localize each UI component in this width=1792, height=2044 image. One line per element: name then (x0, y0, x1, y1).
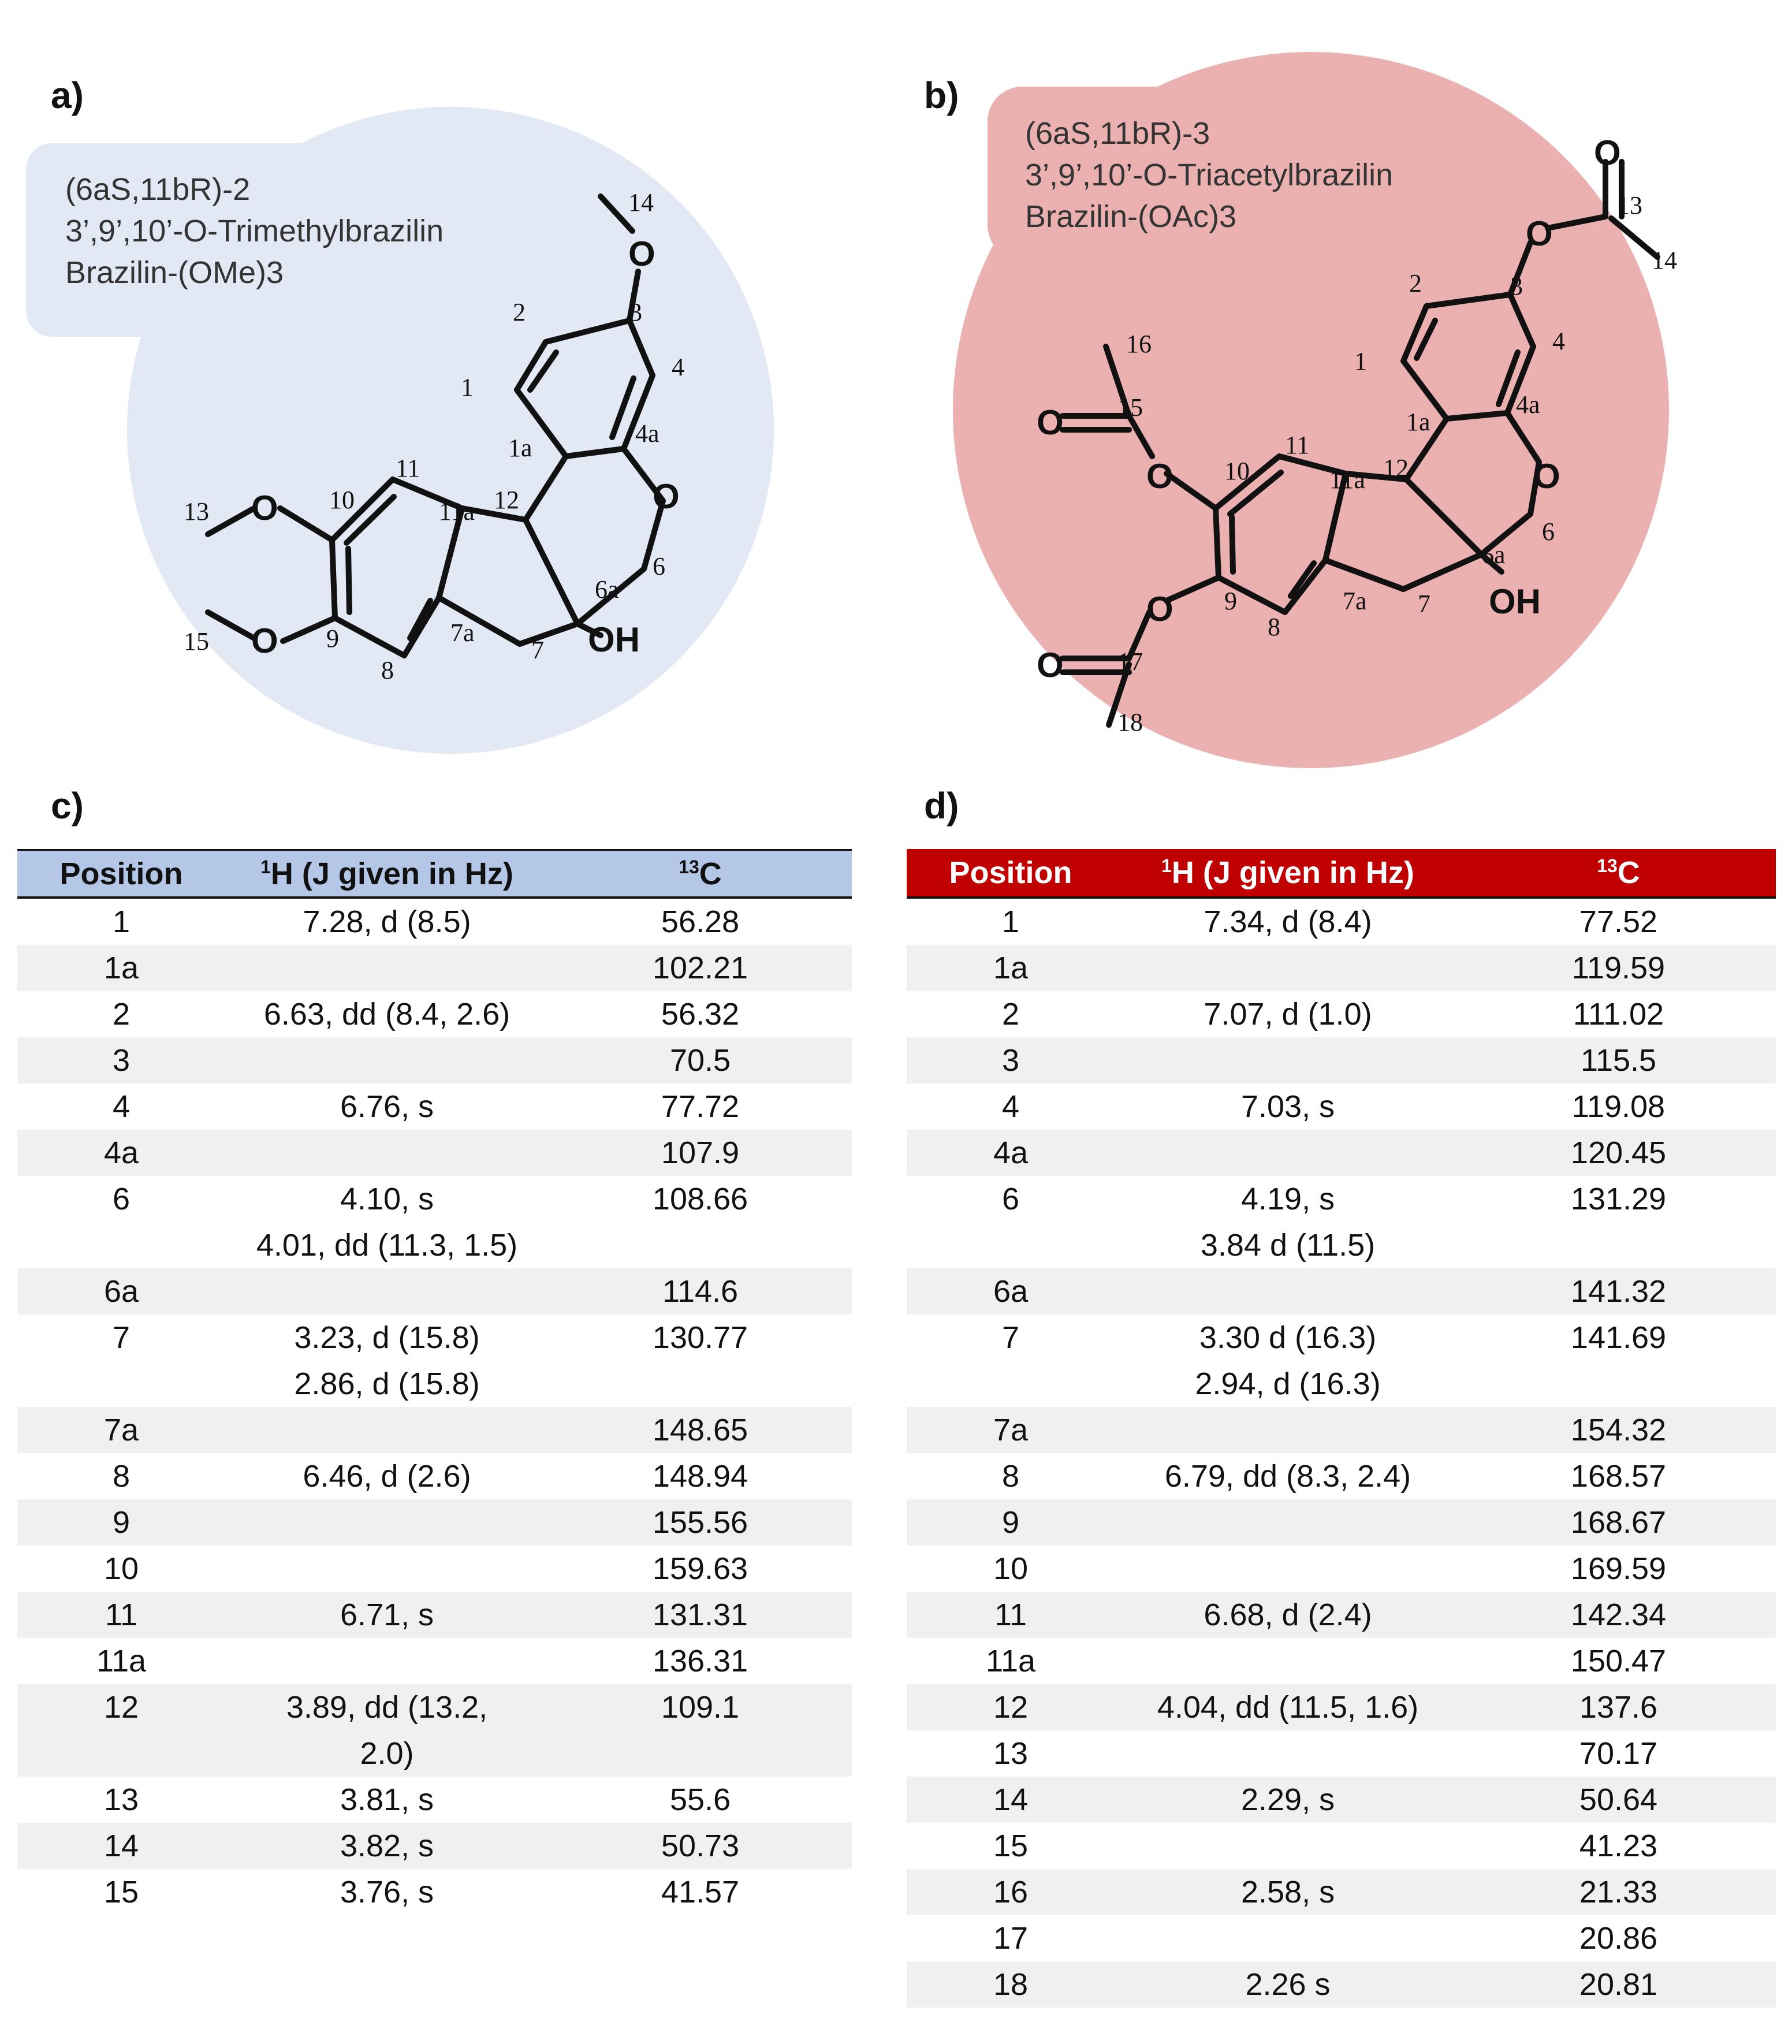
cell-13c-shift: 70.5 (669, 1043, 731, 1078)
cell-position: 12 (993, 1690, 1029, 1725)
table-d-body (907, 899, 1776, 2008)
table-row (907, 991, 1776, 1037)
cell-1h-shift: 6.68, d (2.4) (1204, 1598, 1372, 1632)
atom-label-b-3: 3 (1510, 272, 1523, 300)
table-row (17, 1176, 852, 1268)
table-row (17, 1499, 852, 1546)
table-row (907, 1869, 1776, 1915)
atom-label-b-12: 12 (1383, 454, 1409, 482)
table-row (17, 945, 852, 991)
table-row (907, 1546, 1776, 1592)
cell-1h-shift: 6.76, s (340, 1089, 434, 1124)
atom-label-a-3: 3 (629, 298, 642, 326)
atom-label-b-11: 11 (1285, 431, 1310, 459)
cell-1h-shift: 3.23, d (15.8) 2.86, d (15.8) (294, 1320, 480, 1401)
col-header-position: Position (59, 856, 183, 891)
nmr-table-c (17, 849, 852, 1915)
cell-13c-shift: 109.1 (661, 1690, 740, 1725)
cell-13c-shift: 120.45 (1570, 1135, 1667, 1170)
atom-label-a-11a: 11a (439, 497, 475, 526)
cell-13c-shift: 137.6 (1579, 1690, 1658, 1725)
atom-label-a-4a: 4a (635, 419, 660, 448)
atom-label-a-2: 2 (513, 298, 526, 326)
panel-label-a: a) (51, 75, 84, 116)
atom-label-b-7a: 7a (1343, 587, 1367, 615)
atom-label-b-17: 17 (1117, 647, 1143, 676)
cell-position: 6 (1001, 1182, 1020, 1216)
table-row (907, 1130, 1776, 1176)
cell-13c-shift: 107.9 (661, 1135, 740, 1170)
nmr-table-d (907, 849, 1776, 2008)
table-row (17, 1407, 852, 1453)
col-header-1h (225, 856, 549, 892)
table-row (907, 1037, 1776, 1084)
cell-13c-shift: 55.6 (669, 1782, 731, 1817)
col-header-13c-text: C (1617, 855, 1640, 890)
cell-position: 13 (993, 1736, 1029, 1771)
cell-13c-shift: 141.32 (1570, 1274, 1667, 1309)
cell-1h-shift: 6.79, dd (8.3, 2.4) (1164, 1459, 1411, 1494)
table-row (17, 1084, 852, 1130)
table-row (17, 1315, 852, 1407)
table-row (907, 1915, 1776, 1961)
atom-a-o-13: O (251, 489, 278, 527)
cell-position: 1a (993, 951, 1029, 985)
atom-b-o-ring: O (1533, 457, 1560, 496)
compound-b-stereo-name: (6aS,11bR)-3 (1025, 116, 1210, 151)
cell-13c-shift: 141.69 (1570, 1320, 1667, 1355)
cell-position: 12 (103, 1690, 139, 1725)
panel-label-d: d) (924, 785, 959, 826)
atom-label-a-1a: 1a (508, 434, 532, 462)
col-header-1h-text: H (J given in Hz) (1171, 855, 1414, 890)
atom-label-b-6a: 6a (1481, 541, 1506, 569)
table-row (17, 1453, 852, 1499)
table-row (907, 945, 1776, 991)
table-row (907, 1777, 1776, 1823)
atom-label-b-1a: 1a (1406, 408, 1430, 436)
table-row (907, 1638, 1776, 1684)
atom-label-a-9: 9 (326, 624, 339, 653)
cell-position: 9 (112, 1505, 131, 1540)
table-row (17, 899, 852, 945)
cell-1h-shift: 3.89, dd (13.2, 2.0) (286, 1690, 488, 1771)
col-header-13c (549, 856, 852, 892)
cell-13c-shift: 50.73 (661, 1829, 740, 1863)
cell-13c-shift: 130.77 (652, 1320, 748, 1355)
table-row (907, 1315, 1776, 1407)
cell-1h-shift: 7.28, d (8.5) (303, 904, 471, 939)
atom-label-a-6a: 6a (595, 575, 619, 604)
atom-label-b-9: 9 (1224, 587, 1237, 615)
cell-position: 2 (1001, 997, 1020, 1032)
cell-1h-shift: 2.26 s (1245, 1967, 1331, 2002)
cell-13c-shift: 70.17 (1579, 1736, 1658, 1771)
compound-b-short-name: Brazilin-(OAc)3 (1025, 199, 1237, 234)
cell-13c-shift: 50.64 (1579, 1782, 1658, 1817)
atom-b-o-10: O (1146, 457, 1173, 496)
table-row (907, 1730, 1776, 1777)
atom-label-b-7: 7 (1418, 590, 1430, 618)
cell-13c-shift: 56.32 (661, 997, 740, 1032)
atom-label-b-1: 1 (1354, 347, 1367, 375)
cell-13c-shift: 142.34 (1570, 1598, 1667, 1632)
atom-b-o-carbonyl-17: O (1037, 646, 1064, 684)
table-row (17, 1037, 852, 1084)
cell-position: 7 (112, 1320, 131, 1355)
cell-position: 7a (103, 1413, 139, 1447)
table-row (17, 1638, 852, 1684)
compound-a-stereo-name: (6aS,11bR)-2 (65, 172, 251, 207)
table-row (17, 1777, 852, 1823)
cell-13c-shift: 131.29 (1570, 1182, 1667, 1216)
cell-position: 1 (112, 904, 131, 939)
atom-label-b-8: 8 (1268, 613, 1280, 641)
cell-position: 11 (105, 1598, 138, 1632)
cell-1h-shift: 2.58, s (1240, 1875, 1335, 1909)
table-row (907, 1407, 1776, 1453)
cell-position: 11a (985, 1644, 1036, 1678)
cell-13c-shift: 21.33 (1579, 1875, 1658, 1909)
cell-13c-shift: 155.56 (652, 1505, 748, 1540)
cell-position: 7 (1001, 1320, 1020, 1355)
cell-1h-shift: 3.81, s (340, 1782, 434, 1817)
cell-13c-shift: 114.6 (662, 1274, 739, 1309)
cell-13c-shift: 41.57 (661, 1875, 740, 1909)
cell-13c-shift: 168.57 (1570, 1459, 1667, 1494)
atom-b-o-carbonyl-15: O (1037, 403, 1064, 442)
atom-label-b-15: 15 (1117, 393, 1143, 422)
cell-13c-shift: 20.86 (1579, 1921, 1658, 1956)
atom-b-oh: OH (1489, 582, 1541, 621)
structure-a (0, 0, 895, 774)
atom-label-b-11a: 11a (1329, 466, 1365, 494)
table-c-header (17, 849, 852, 899)
atom-label-b-10: 10 (1224, 457, 1250, 485)
cell-position: 6 (112, 1182, 131, 1216)
table-row (907, 1684, 1776, 1730)
atom-label-b-14: 14 (1652, 246, 1677, 274)
col-header-1h-text: H (J given in Hz) (270, 856, 513, 891)
cell-13c-shift: 150.47 (1570, 1644, 1667, 1678)
table-row (907, 1499, 1776, 1546)
cell-13c-shift: 41.23 (1579, 1829, 1658, 1863)
atom-label-a-15: 15 (184, 627, 209, 656)
cell-position: 4 (1001, 1089, 1020, 1124)
cell-position: 2 (112, 997, 131, 1032)
atom-a-o-14: O (628, 234, 655, 273)
cell-position: 9 (1001, 1505, 1020, 1540)
cell-1h-shift: 3.82, s (340, 1829, 434, 1863)
cell-13c-shift: 159.63 (652, 1551, 748, 1586)
col-header-1h-sup: 1 (1161, 855, 1172, 876)
cell-position: 4a (103, 1135, 139, 1170)
cell-13c-shift: 148.65 (652, 1413, 748, 1447)
cell-position: 1a (103, 951, 139, 985)
atom-label-b-18: 18 (1117, 708, 1143, 736)
table-row (907, 899, 1776, 945)
panel-label-c: c) (51, 785, 84, 826)
cell-1h-shift: 3.76, s (340, 1875, 434, 1909)
cell-position: 7a (993, 1413, 1029, 1447)
atom-label-a-7: 7 (531, 636, 544, 664)
cell-1h-shift: 4.04, dd (11.5, 1.6) (1157, 1690, 1419, 1725)
table-row (907, 1084, 1776, 1130)
atom-label-b-16: 16 (1126, 330, 1152, 358)
atom-label-a-12: 12 (494, 486, 519, 514)
table-c-body (17, 899, 852, 1915)
cell-position: 14 (103, 1829, 139, 1863)
cell-13c-shift: 115.5 (1580, 1043, 1657, 1078)
atom-a-o-15: O (251, 621, 278, 660)
atom-label-b-4: 4 (1552, 327, 1565, 355)
cell-position: 6a (993, 1274, 1029, 1309)
cell-position: 6a (103, 1274, 139, 1309)
cell-13c-shift: 131.31 (652, 1598, 748, 1632)
cell-13c-shift: 56.28 (661, 904, 740, 939)
cell-13c-shift: 148.94 (652, 1459, 748, 1494)
cell-position: 15 (993, 1829, 1029, 1863)
atom-label-a-14: 14 (628, 188, 654, 217)
cell-1h-shift: 3.30 d (16.3) 2.94, d (16.3) (1195, 1320, 1381, 1401)
table-row (17, 1592, 852, 1638)
atom-a-o-ring: O (653, 477, 680, 516)
cell-position: 10 (993, 1551, 1029, 1586)
atom-label-b-2: 2 (1409, 269, 1422, 297)
cell-13c-shift: 119.59 (1571, 951, 1666, 985)
cell-13c-shift: 20.81 (1579, 1967, 1658, 2002)
cell-1h-shift: 6.46, d (2.6) (303, 1459, 471, 1494)
atom-label-a-8: 8 (381, 656, 394, 684)
cell-13c-shift: 108.66 (652, 1182, 748, 1216)
col-header-position: Position (949, 855, 1072, 890)
atom-label-b-13: 13 (1617, 191, 1642, 219)
col-header-13c-text: C (699, 856, 722, 891)
atom-label-a-6: 6 (653, 552, 665, 580)
table-row (907, 1592, 1776, 1638)
panel-label-b: b) (924, 75, 959, 116)
cell-13c-shift: 111.02 (1573, 997, 1664, 1032)
table-row (17, 991, 852, 1037)
cell-position: 15 (103, 1875, 139, 1909)
atom-label-a-13: 13 (184, 497, 209, 526)
atom-b-o-carbonyl-13: O (1594, 133, 1621, 172)
cell-1h-shift: 4.19, s 3.84 d (11.5) (1200, 1182, 1376, 1263)
col-header-13c-sup: 13 (1597, 855, 1618, 876)
cell-position: 3 (1001, 1043, 1020, 1078)
table-row (907, 1176, 1776, 1268)
cell-position: 4 (112, 1089, 131, 1124)
cell-13c-shift: 102.21 (652, 951, 748, 985)
col-header-1h-sup: 1 (260, 856, 271, 877)
col-header-1h (1115, 855, 1461, 891)
cell-1h-shift: 7.03, s (1240, 1089, 1335, 1124)
cell-13c-shift: 77.52 (1579, 904, 1658, 939)
atom-b-o-3: O (1526, 214, 1553, 253)
cell-position: 11a (96, 1644, 147, 1678)
table-row (17, 1869, 852, 1915)
atom-a-oh: OH (588, 620, 640, 659)
cell-13c-shift: 169.59 (1570, 1551, 1667, 1586)
cell-13c-shift: 136.31 (652, 1644, 748, 1678)
col-header-13c (1461, 855, 1776, 891)
cell-1h-shift: 7.34, d (8.4) (1204, 904, 1372, 939)
cell-1h-shift: 6.63, dd (8.4, 2.6) (263, 997, 511, 1032)
cell-13c-shift: 154.32 (1570, 1413, 1667, 1447)
cell-1h-shift: 7.07, d (1.0) (1204, 997, 1372, 1032)
table-row (17, 1130, 852, 1176)
atom-label-b-4a: 4a (1516, 390, 1540, 419)
atom-label-b-6: 6 (1542, 517, 1555, 546)
table-row (17, 1684, 852, 1777)
atom-label-a-4: 4 (672, 353, 684, 381)
cell-position: 13 (103, 1782, 139, 1817)
cell-position: 8 (112, 1459, 131, 1494)
atom-label-a-1: 1 (461, 373, 474, 401)
table-row (907, 1453, 1776, 1499)
compound-a-iupac-name: 3’,9’,10’-O-Trimethylbrazilin (65, 214, 444, 248)
cell-position: 1 (1001, 904, 1020, 939)
table-row (17, 1268, 852, 1315)
cell-position: 8 (1001, 1459, 1020, 1494)
cell-position: 17 (993, 1921, 1029, 1956)
cell-1h-shift: 6.71, s (340, 1598, 434, 1632)
cell-position: 4a (993, 1135, 1029, 1170)
table-row (907, 1268, 1776, 1315)
atom-label-a-10: 10 (329, 486, 355, 514)
cell-position: 16 (993, 1875, 1029, 1909)
atom-label-a-7a: 7a (450, 619, 475, 647)
cell-13c-shift: 168.67 (1570, 1505, 1667, 1540)
table-row (17, 1546, 852, 1592)
col-header-13c-sup: 13 (679, 856, 699, 877)
cell-1h-shift: 2.29, s (1240, 1782, 1335, 1817)
table-d-header (907, 849, 1776, 899)
atom-label-a-11: 11 (396, 454, 420, 482)
cell-13c-shift: 77.72 (661, 1089, 740, 1124)
cell-13c-shift: 119.08 (1571, 1089, 1666, 1124)
table-row (907, 1961, 1776, 2008)
compound-a-short-name: Brazilin-(OMe)3 (65, 255, 284, 290)
cell-position: 11 (994, 1598, 1027, 1632)
cell-position: 10 (103, 1551, 139, 1586)
compound-name-a (65, 169, 444, 293)
table-row (907, 1823, 1776, 1869)
cell-position: 14 (993, 1782, 1029, 1817)
cell-position: 3 (112, 1043, 131, 1078)
compound-name-b (1025, 113, 1393, 237)
cell-position: 18 (993, 1967, 1029, 2002)
compound-b-iupac-name: 3’,9’,10’-O-Triacetylbrazilin (1025, 158, 1394, 192)
table-row (17, 1823, 852, 1869)
cell-1h-shift: 4.10, s 4.01, dd (11.3, 1.5) (256, 1182, 518, 1263)
atom-b-o-9: O (1146, 590, 1173, 628)
